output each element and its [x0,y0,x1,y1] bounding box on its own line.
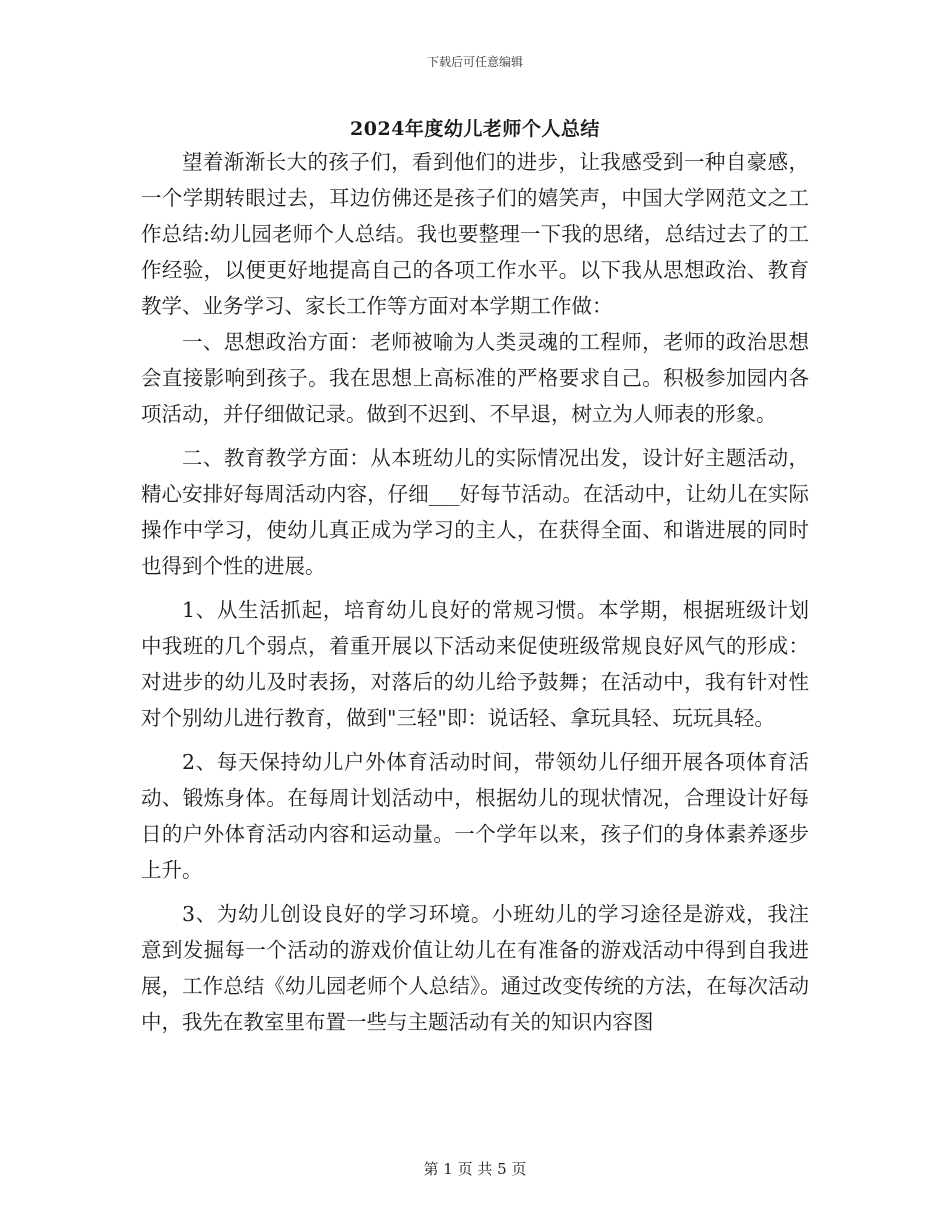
paragraph-political: 一、思想政治方面：老师被喻为人类灵魂的工程师，老师的政治思想会直接影响到孩子。我在思想上高标准的严格要求自己。积极参加园内各项活动，并仔细做记录。做到不迟到、不早退，树立为人师表的形象。 [141,330,809,426]
paragraph-habits: 1、从生活抓起，培育幼儿良好的常规习惯。本学期，根据班级计划中我班的几个弱点，着重开展以下活动来促使班级常规良好风气的形成：对进步的幼儿及时表扬，对落后的幼儿给予鼓舞；在活动中，我有针对性对个别幼儿进行教育，做到"三轻"即：说话轻、拿玩具轻、玩玩具轻。 [141,598,809,730]
page-number: 第 1 页 共 5 页 [423,1160,527,1178]
paragraph-outdoor: 2、每天保持幼儿户外体育活动时间，带领幼儿仔细开展各项体育活动、锻炼身体。在每周计划活动中，根据幼儿的现状情况，合理设计好每日的户外体育活动内容和运动量。一个学年以来，孩子们的身体素养逐步上升。 [141,750,809,882]
document-body [141,144,809,1040]
paragraph-teaching: 二、教育教学方面：从本班幼儿的实际情况出发，设计好主题活动，精心安排好每周活动内容，仔细___好每节活动。在活动中，让幼儿在实际操作中学习，使幼儿真正成为学习的主人，在获得全面、和谐进展的同时也得到个性的进展。 [141,446,809,578]
header-note: 下载后可任意编辑 [426,55,523,69]
document-title: 2024年度幼儿老师个人总结 [350,118,600,140]
paragraph-environment: 3、为幼儿创设良好的学习环境。小班幼儿的学习途径是游戏，我注意到发掘每一个活动的游戏价值让幼儿在有准备的游戏活动中得到自我进展，工作总结《幼儿园老师个人总结》。通过改变传统的方法，在每次活动中，我先在教室里布置一些与主题活动有关的知识内容图 [141,902,809,1034]
paragraph-intro: 望着渐渐长大的孩子们，看到他们的进步，让我感受到一种自豪感，一个学期转眼过去，耳边仿佛还是孩子们的嬉笑声，中国大学网范文之工作总结:幼儿园老师个人总结。我也要整理一下我的思绪，总结过去了的工作经验，以便更好地提高自己的各项工作水平。以下我从思想政治、教育教学、业务学习、家长工作等方面对本学期工作做： [141,150,809,318]
